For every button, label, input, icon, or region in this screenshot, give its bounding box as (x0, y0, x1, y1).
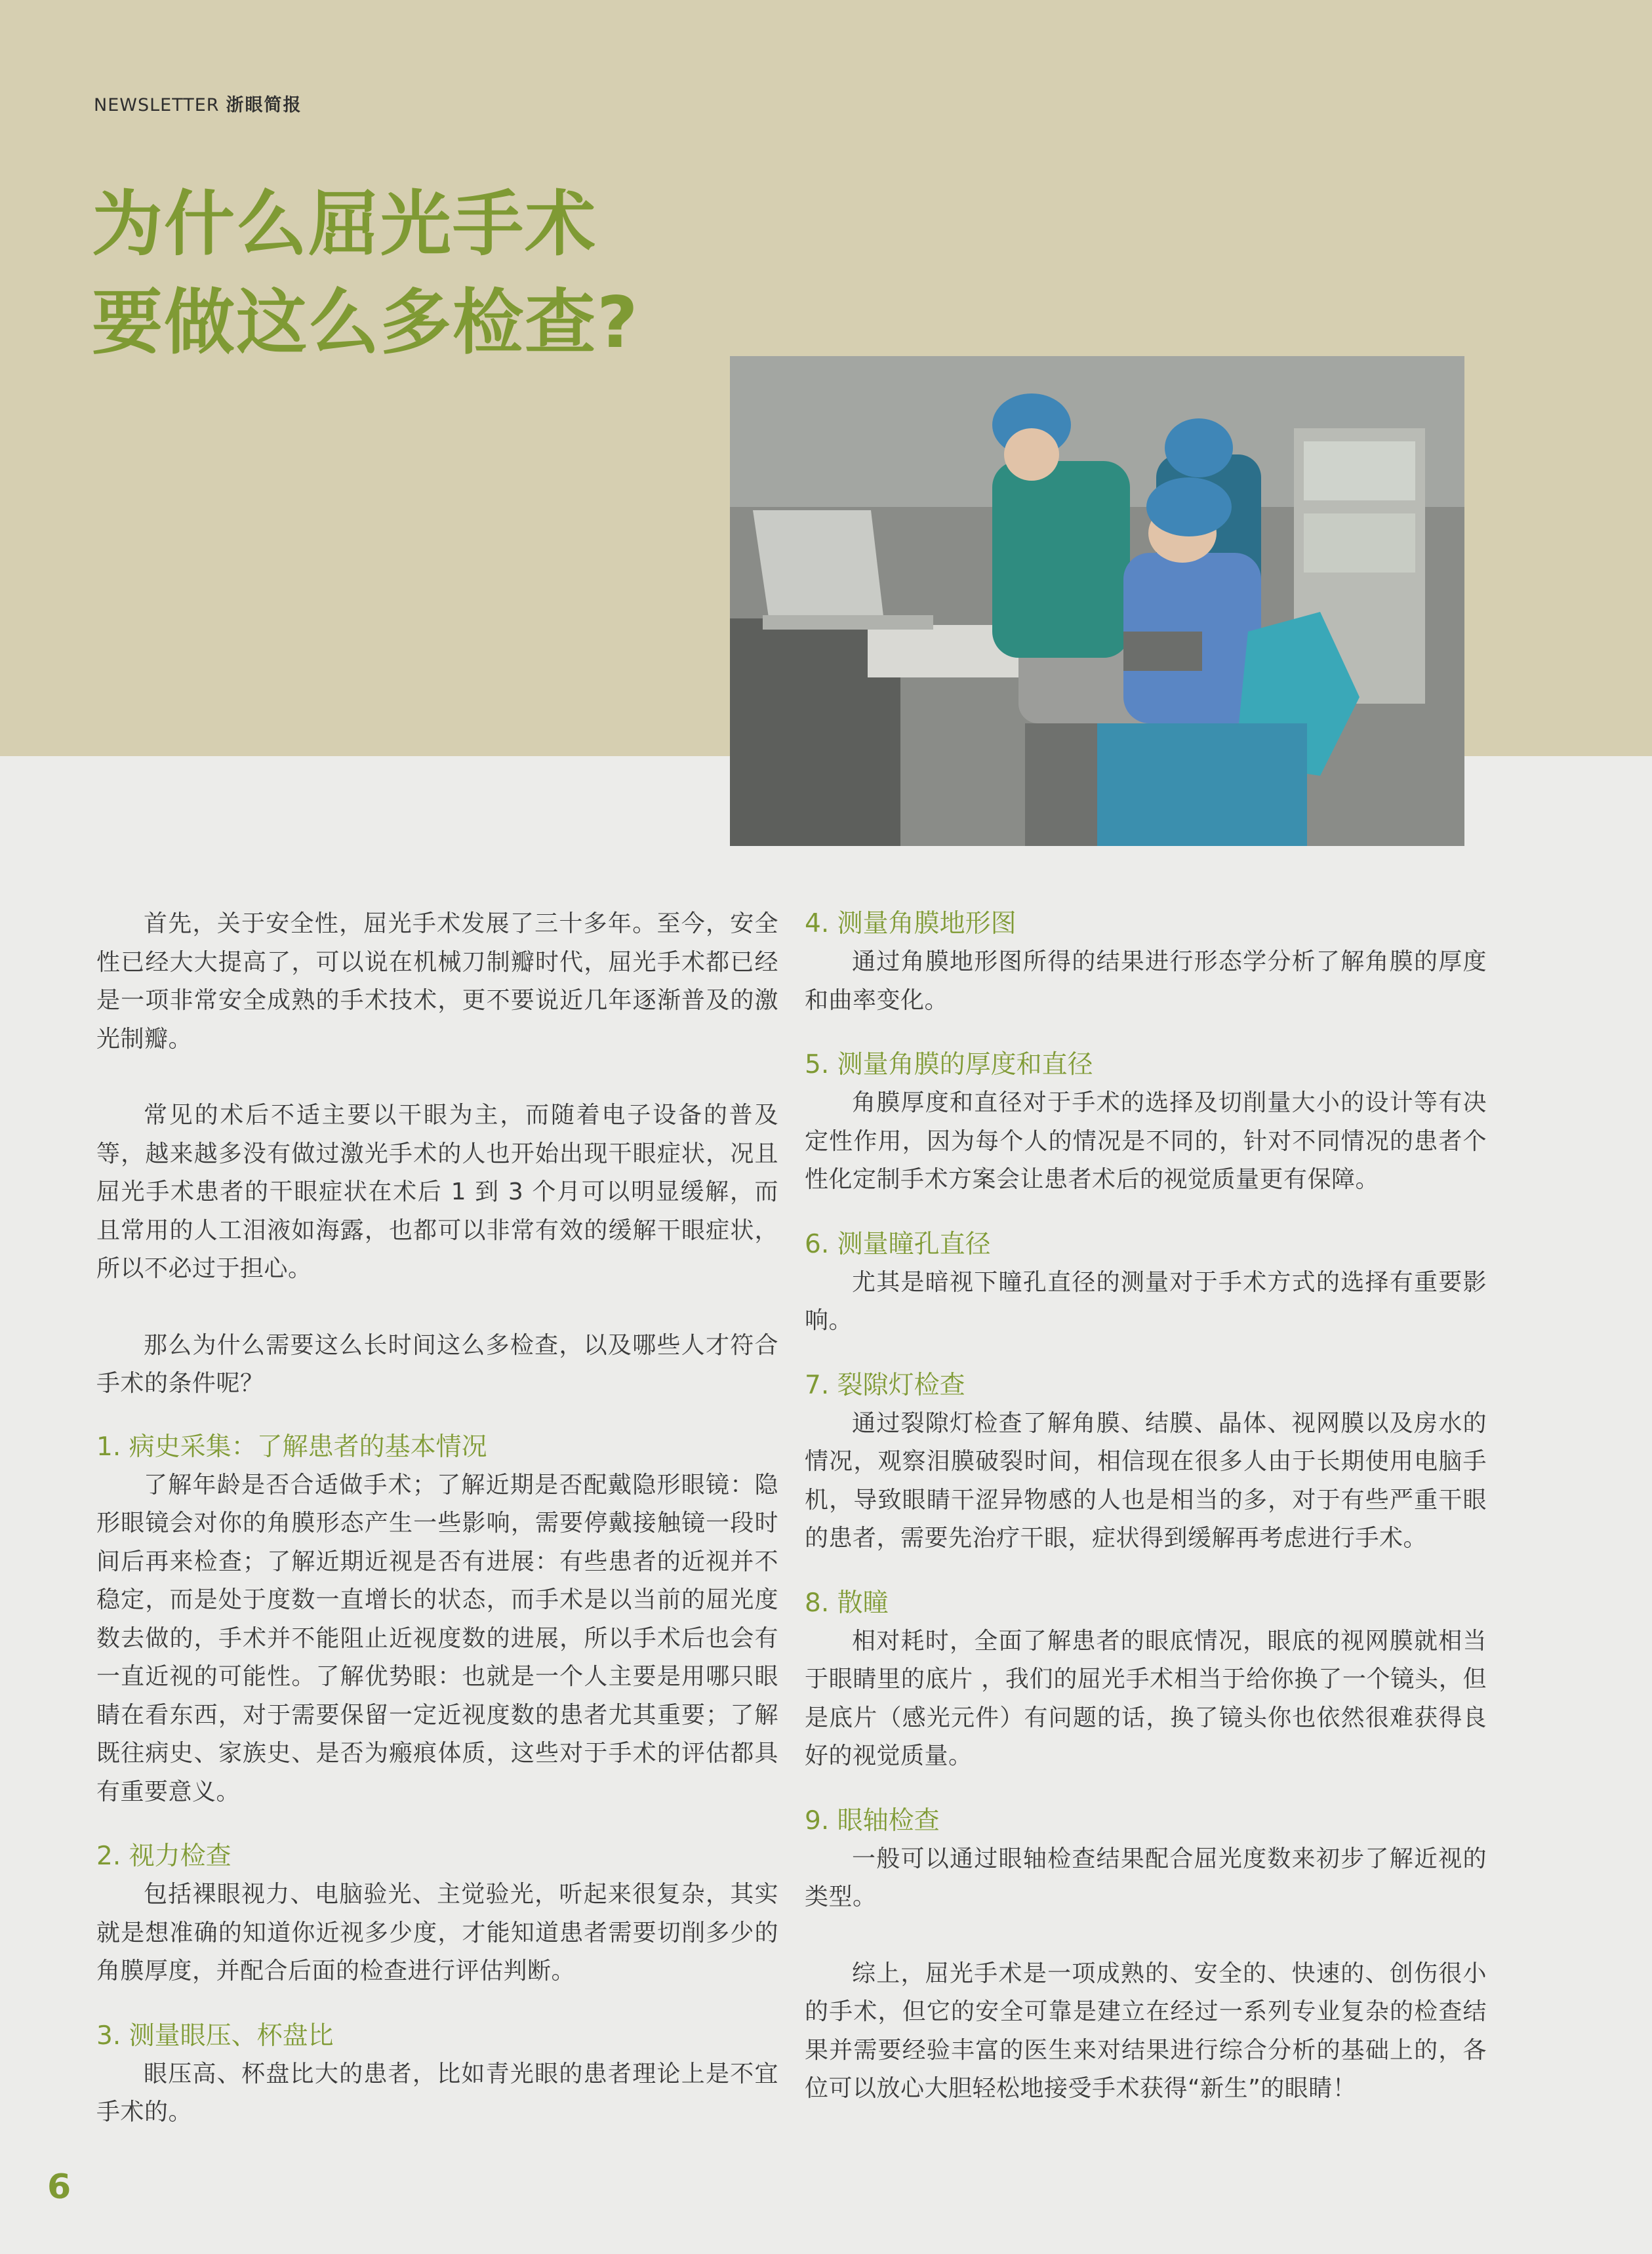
section-heading-8: 8. 散瞳 (805, 1588, 889, 1618)
section-heading-6: 6. 测量瞳孔直径 (805, 1229, 991, 1259)
section-body-3: 眼压高、杯盘比大的患者，比如青光眼的患者理论上是不宜手术的。 (96, 2060, 778, 2125)
intro-paragraph-2: 常见的术后不适主要以干眼为主，而随着电子设备的普及等，越来越多没有做过激光手术的人也开始出现干眼症状，况且屈光手术患者的干眼症状在术后 1 到 3 个月可以明显缓解，而且常用的人工泪液如海露，也都可以非常有效的缓解干眼症状，所以不必过于担心。 (96, 1102, 778, 1282)
intro-paragraph-3: 那么为什么需要这么长时间这么多检查，以及哪些人才符合手术的条件呢？ (96, 1331, 778, 1397)
right-column (805, 905, 1487, 2108)
section-body-8: 相对耗时，全面了解患者的眼底情况，眼底的视网膜就相当于眼睛里的底片 ，我们的屈光手术相当于给你换了一个镜头，但是底片（感光元件）有问题的话，换了镜头你也依然很难获得良好的视觉质量。 (805, 1627, 1487, 1769)
section-body-5: 角膜厚度和直径对于手术的选择及切削量大小的设计等有决定性作用，因为每个人的情况是不同的，针对不同情况的患者个性化定制手术方案会让患者术后的视觉质量更有保障。 (805, 1089, 1487, 1193)
exam-photo-illustration (730, 356, 1464, 846)
section-heading-3: 3. 测量眼压、杯盘比 (96, 2021, 334, 2051)
masthead-zh: 浙眼简报 (226, 95, 302, 115)
conclusion-paragraph: 综上，屈光手术是一项成熟的、安全的、快速的、创伤很小的手术，但它的安全可靠是建立在经过一系列专业复杂的检查结果并需要经验丰富的医生来对结果进行综合分析的基础上的，各位可以放心大胆轻松地接受手术获得“新生”的眼睛！ (805, 1960, 1487, 2102)
article-title (92, 176, 748, 372)
section-heading-1: 1. 病史采集：了解患者的基本情况 (96, 1432, 487, 1462)
left-column (96, 905, 778, 2132)
intro-paragraph-1: 首先，关于安全性，屈光手术发展了三十多年。至今，安全性已经大大提高了，可以说在机械刀制瓣时代，屈光手术都已经是一项非常安全成熟的手术技术，更不要说近几年逐渐普及的激光制瓣。 (96, 910, 778, 1053)
masthead (94, 91, 302, 116)
section-heading-9: 9. 眼轴检查 (805, 1805, 940, 1836)
exam-photo (730, 356, 1464, 846)
section-body-9: 一般可以通过眼轴检查结果配合屈光度数来初步了解近视的类型。 (805, 1845, 1487, 1910)
section-body-7: 通过裂隙灯检查了解角膜、结膜、晶体、视网膜以及房水的情况，观察泪膜破裂时间，相信现在很多人由于长期使用电脑手机，导致眼睛干涩异物感的人也是相当的多，对于有些严重干眼的患者，需要先治疗干眼，症状得到缓解再考虑进行手术。 (805, 1409, 1487, 1552)
section-heading-5: 5. 测量角膜的厚度和直径 (805, 1050, 1093, 1079)
section-body-4: 通过角膜地形图所得的结果进行形态学分析了解角膜的厚度和曲率变化。 (805, 948, 1487, 1014)
title-line-1: 为什么屈光手术 (92, 184, 597, 266)
section-body-2: 包括裸眼视力、电脑验光、主觉验光，听起来很复杂，其实就是想准确的知道你近视多少度，才能知道患者需要切削多少的角膜厚度，并配合后面的检查进行评估判断。 (96, 1881, 778, 1984)
section-body-6: 尤其是暗视下瞳孔直径的测量对于手术方式的选择有重要影响。 (805, 1268, 1487, 1334)
masthead-en: NEWSLETTER (94, 95, 220, 115)
section-heading-4: 4. 测量角膜地形图 (805, 909, 1017, 938)
title-line-2: 要做这么多检查? (92, 282, 639, 364)
page-number: 6 (47, 2167, 71, 2207)
section-heading-2: 2. 视力检查 (96, 1841, 232, 1871)
section-heading-7: 7. 裂隙灯检查 (805, 1370, 965, 1400)
section-body-1: 了解年龄是否合适做手术；了解近期是否配戴隐形眼镜：隐形眼镜会对你的角膜形态产生一些影响，需要停戴接触镜一段时间后再来检查；了解近期近视是否有进展：有些患者的近视并不稳定，而是处于度数一直增长的状态，而手术是以当前的屈光度数去做的，手术并不能阻止近视度数的进展，所以手术后也会有一直近视的可能性。了解优势眼：也就是一个人主要是用哪只眼睛在看东西，对于需要保留一定近视度数的患者尤其重要；了解既往病史、家族史、是否为瘢痕体质，这些对于手术的评估都具有重要意义。 (96, 1471, 778, 1805)
